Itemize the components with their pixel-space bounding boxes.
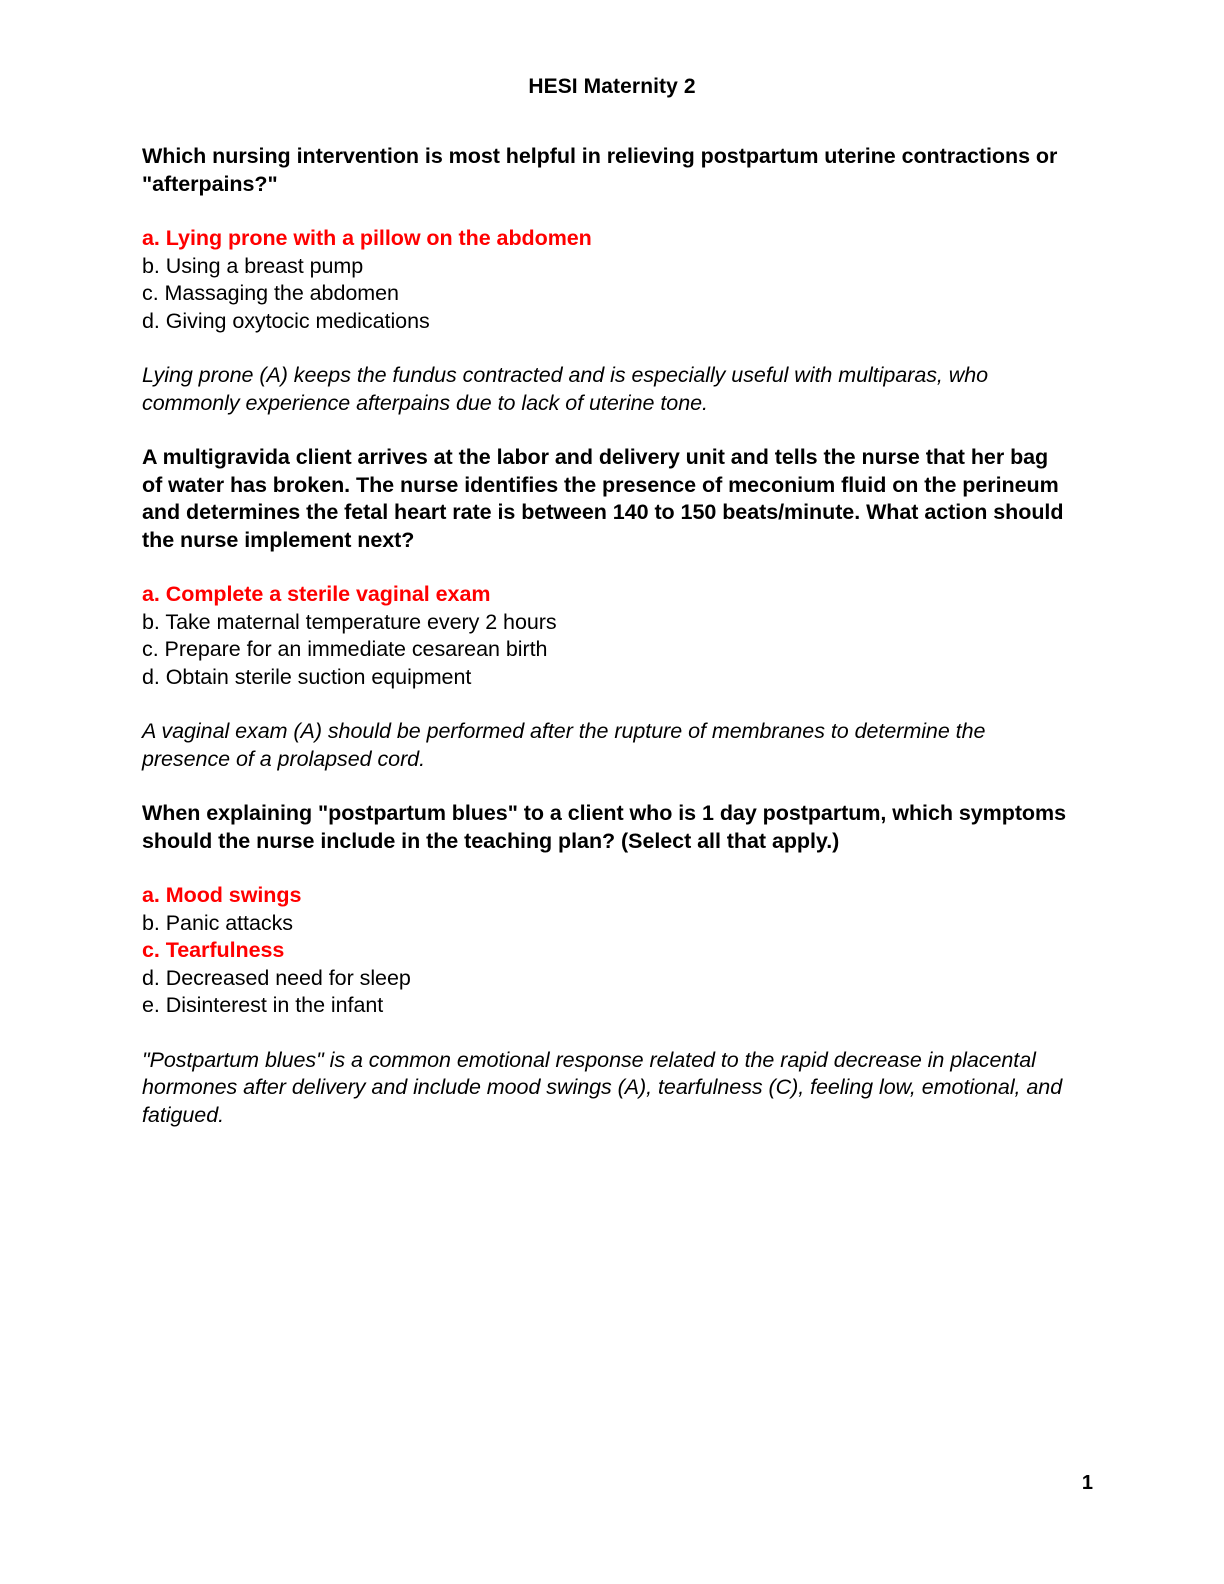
spacer (142, 198, 1072, 225)
option-item[interactable]: c. Tearfulness (142, 938, 285, 962)
question-stem-3: When explaining "postpartum blues" to a client who is 1 day postpartum, which symptoms should the nurse include in the teaching plan? (Select all that apply.) (142, 801, 1066, 853)
rationale-2: A vaginal exam (A) should be performed after the rupture of membranes to determine the presence of a prolapsed cord. (142, 719, 986, 771)
rationale-1: Lying prone (A) keeps the fundus contracted and is especially useful with multiparas, who commonly experience afterpains due to lack of uterine tone. (142, 363, 989, 415)
question-stem-2: A multigravida client arrives at the labor and delivery unit and tells the nurse that her bag of water has broken. The nurse identifies the presence of meconium fluid on the perineum and determines the fetal heart rate is between 140 to 150 beats/minute. What action should the nurse implement next? (142, 445, 1064, 552)
option-item[interactable]: b. Take maternal temperature every 2 hours (142, 609, 557, 634)
option-item[interactable]: c. Massaging the abdomen (142, 281, 399, 305)
option-item[interactable]: e. Disinterest in the infant (142, 993, 384, 1017)
option-item[interactable]: b. Using a breast pump (142, 253, 364, 278)
option-item[interactable]: a. Mood swings (142, 883, 302, 907)
question-block-1 (142, 143, 1072, 417)
page-title: HESI Maternity 2 (528, 75, 696, 98)
spacer (142, 554, 1072, 581)
option-item[interactable]: c. Prepare for an immediate cesarean birth (142, 637, 548, 661)
spacer (142, 417, 1072, 444)
spacer (142, 855, 1072, 882)
question-block-3 (142, 800, 1072, 1129)
option-item[interactable]: a. Complete a sterile vaginal exam (142, 582, 491, 606)
option-item[interactable]: d. Decreased need for sleep (142, 965, 411, 990)
option-item[interactable]: a. Lying prone with a pillow on the abdomen (142, 226, 592, 250)
spacer (142, 691, 1072, 718)
spacer (142, 1020, 1072, 1047)
spacer (142, 773, 1072, 800)
question-block-2 (142, 444, 1072, 773)
spacer (142, 335, 1072, 362)
option-list-1 (142, 225, 1072, 335)
option-list-3 (142, 882, 1072, 1020)
document-body (142, 143, 1072, 1129)
option-list-2 (142, 581, 1072, 691)
option-item[interactable]: d. Giving oxytocic medications (142, 308, 430, 333)
question-stem-1: Which nursing intervention is most helpful in relieving postpartum uterine contractions or "afterpains?" (142, 144, 1058, 196)
option-item[interactable]: b. Panic attacks (142, 910, 293, 935)
option-item[interactable]: d. Obtain sterile suction equipment (142, 664, 472, 689)
page-number: 1 (1081, 1472, 1093, 1494)
rationale-3: "Postpartum blues" is a common emotional response related to the rapid decrease in placental hormones after delivery and include mood swings (A), tearfulness (C), feeling low, emotional, and fatigued. (142, 1047, 1063, 1127)
